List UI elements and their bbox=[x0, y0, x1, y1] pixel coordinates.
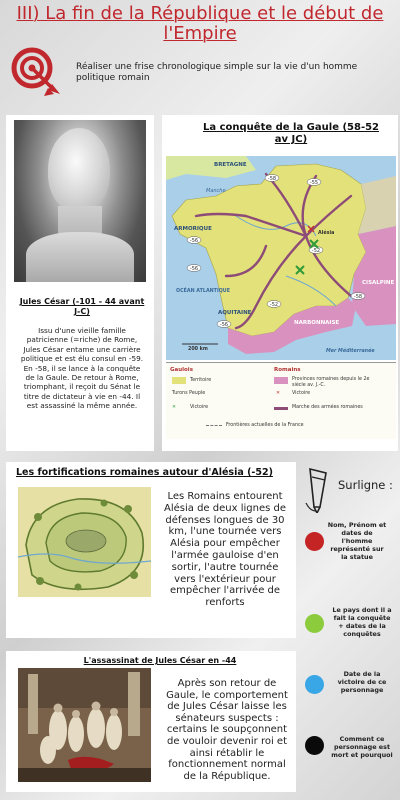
assassination-text: Après son retour de Gaule, le comportement de Jules César laisse les sénateurs suspects : certains le soupçonnent de vouloir devenir roi et ainsi rétablir le fonctionnement normal de la République. bbox=[166, 678, 288, 782]
map-label-ocean: OCÉAN ATLANTIQUE bbox=[176, 289, 230, 294]
gaul-conquest-map bbox=[166, 156, 396, 360]
map-label-mediterranee: Mer Méditerranée bbox=[326, 349, 375, 354]
assassination-title: L'assassinat de Jules César en -44 bbox=[83, 656, 237, 665]
svg-text:-58: -58 bbox=[267, 176, 277, 182]
legend-frontieres: Frontières actuelles de la France bbox=[226, 423, 304, 428]
svg-text:-56: -56 bbox=[219, 322, 229, 328]
svg-text:-56: -56 bbox=[189, 266, 199, 272]
assassination-painting bbox=[18, 668, 151, 782]
map-label-cisalpine: CISALPINE bbox=[362, 280, 395, 286]
page-title: III) La fin de la République et le début de l'Empire bbox=[16, 3, 384, 44]
fortifications-title: Les fortifications romaines autour d'Alésia (-52) bbox=[16, 467, 273, 478]
map-label-narbonnaise: NARBONNAISE bbox=[294, 320, 340, 326]
highlight-green-dot bbox=[305, 614, 324, 633]
legend-provinces: Provinces romaines depuis le 2e siècle av. J.-C. bbox=[292, 377, 370, 388]
map-label-bretagne: BRETAGNE bbox=[214, 162, 247, 168]
caesar-description: Issu d'une vieille famille patricienne (=riche) de Rome, Jules César entame une carrière politique et est élu consul en -59. En -58, il se lance à la conquête de la Gaule. De retour à Rome, triomphant, il reçoit du Sénat le titre de dictateur à vie en -44. Il est assassiné la même année. bbox=[20, 326, 144, 411]
alesia-fortification-map bbox=[18, 487, 151, 597]
highlight-item-red: Nom, Prénom et dates de l'homme représenté sur la statue bbox=[327, 521, 387, 561]
svg-text:-56: -56 bbox=[189, 238, 199, 244]
highlight-item-black: Comment ce personnage est mort et pourquoi bbox=[331, 735, 393, 759]
map-scale: 200 km bbox=[188, 347, 208, 352]
target-icon bbox=[8, 44, 66, 102]
caesar-name: Jules César (-101 - 44 avant J-C) bbox=[19, 297, 145, 316]
highlight-item-green: Le pays dont il a fait la conquête + dates de la conquêtes bbox=[332, 606, 392, 638]
highlight-red-dot bbox=[305, 532, 324, 551]
svg-text:-52: -52 bbox=[269, 302, 279, 308]
highlight-heading: Surligne : bbox=[338, 478, 393, 492]
legend-peuple: Turons Peuple bbox=[172, 391, 206, 396]
legend-marche: Marche des armées romaines bbox=[292, 405, 363, 410]
legend-romains-heading: Romains bbox=[274, 367, 301, 373]
svg-text:-58: -58 bbox=[353, 294, 363, 300]
fortifications-text: Les Romains entourent Alésia de deux lignes de défenses longues de 30 km, l'une tournée vers Alésia pour empêcher l'armée gauloise d'en sortir, l'autre tournée vers l'extérieur pour empêcher l'arrivée de renforts bbox=[164, 491, 286, 609]
map-label-armorique: ARMORIQUE bbox=[174, 226, 212, 232]
map-legend: Gaulois Romains Territoire Turons Peuple ✕ Victoire Provinces romaines depuis le 2e siècle av. J.-C. ✕ Victoire Marche des armées romaines Frontières actuelles de la France bbox=[166, 362, 396, 439]
map-label-aquitaine: AQUITAINE bbox=[218, 310, 252, 316]
svg-text:-55: -55 bbox=[309, 180, 319, 186]
legend-roman-victoire: Victoire bbox=[292, 391, 311, 396]
map-label-alesia: Alésia bbox=[318, 231, 335, 236]
highlight-item-blue: Date de la victoire de ce personnage bbox=[337, 670, 387, 694]
legend-gaulois-heading: Gaulois bbox=[170, 367, 193, 373]
highlight-blue-dot bbox=[305, 675, 324, 694]
legend-victoire: Victoire bbox=[190, 405, 209, 410]
highlight-black-dot bbox=[305, 736, 324, 755]
conquest-title: La conquête de la Gaule (58-52 av JC) bbox=[202, 122, 380, 145]
map-label-manche: Manche bbox=[206, 188, 226, 194]
subtitle: Réaliser une frise chronologique simple sur la vie d'un homme politique romain bbox=[76, 62, 358, 83]
pen-icon bbox=[304, 467, 332, 513]
caesar-bust-image bbox=[14, 120, 146, 282]
svg-text:-52: -52 bbox=[311, 248, 321, 254]
legend-territoire: Territoire bbox=[190, 378, 212, 383]
